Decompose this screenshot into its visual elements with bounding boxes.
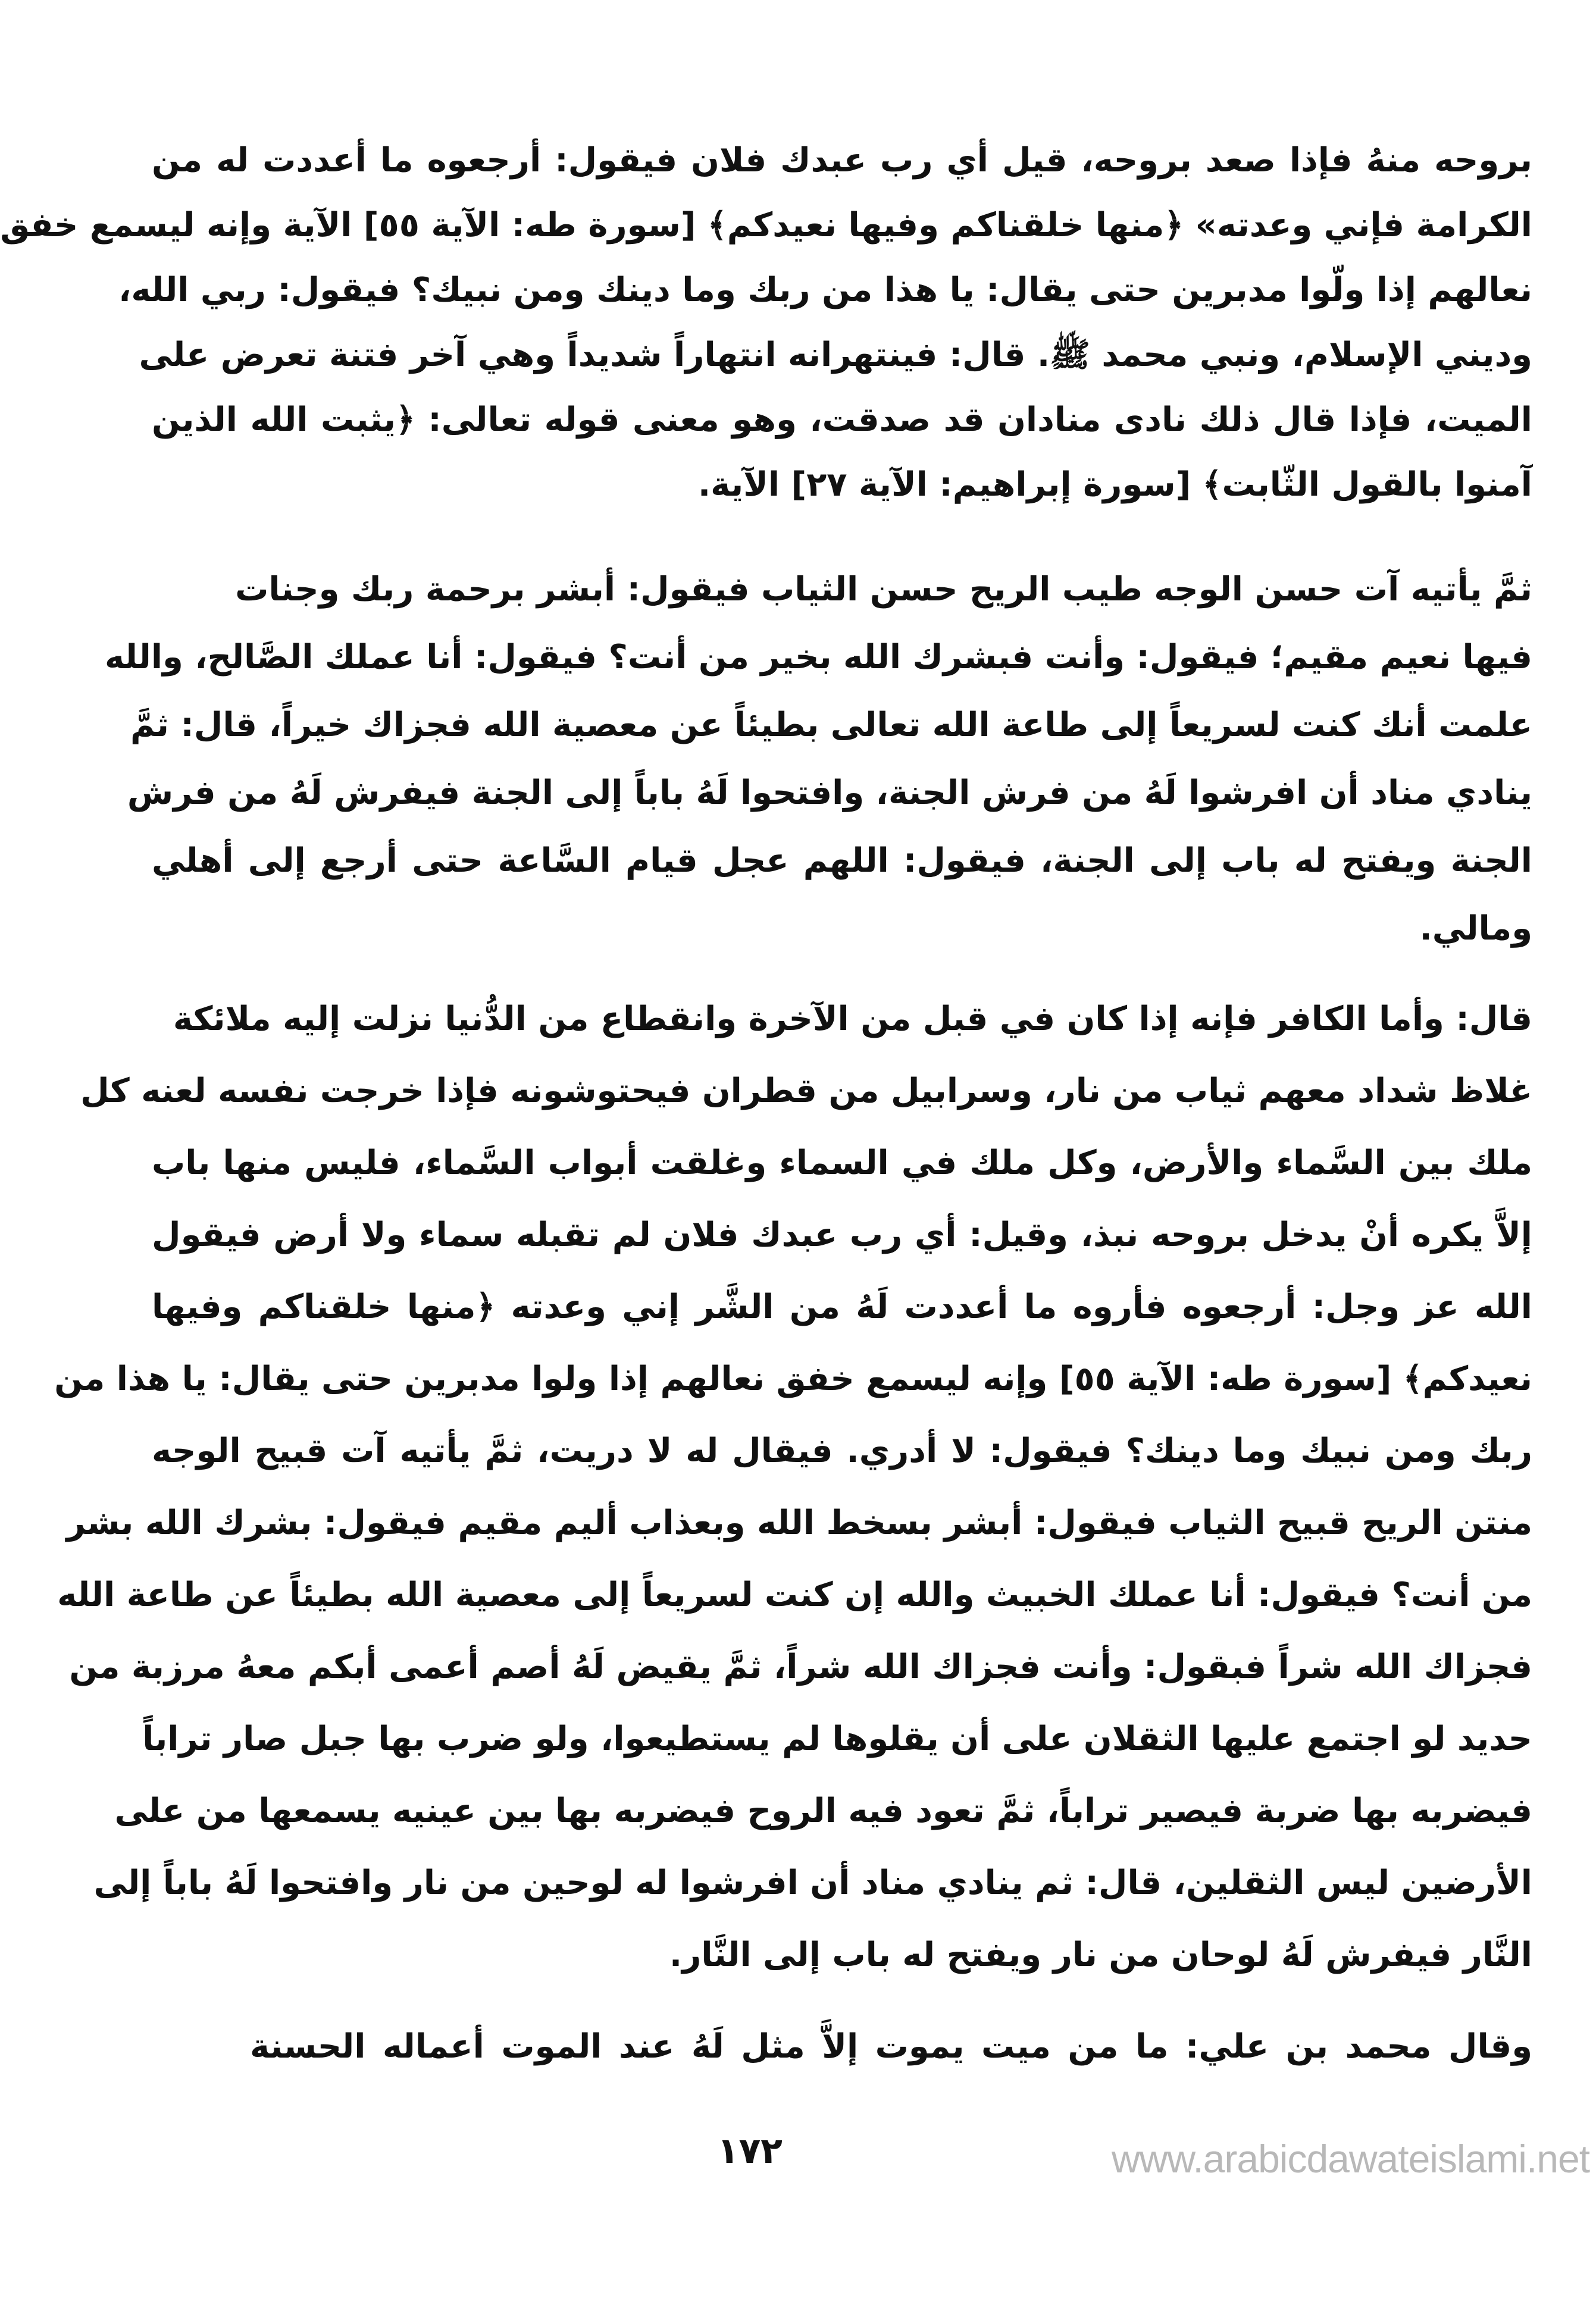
text-line: فيها نعيم مقيم؛ فيقول: وأنت فبشرك الله بخير من أنت؟ فيقول: أنا عملك الصَّالح، والله (104, 638, 1532, 677)
text-line: غلاظ شداد معهم ثياب من نار، وسرابيل من قطران فيحتوشونه فإذا خرجت نفسه لعنه كل (80, 1072, 1532, 1110)
text-line: ثمَّ يأتيه آت حسن الوجه طيب الريح حسن الثياب فيقول: أبشر برحمة ربك وجنات (235, 570, 1532, 609)
text-line: وقال محمد بن علي: ما من ميت يموت إلاَّ مثل لَهُ عند الموت أعماله الحسنة (250, 2027, 1532, 2066)
text-line: وديني الإسلام، ونبي محمد ﷺ. قال: فينتهرانه انتهاراً شديداً وهي آخر فتنة تعرض على (139, 336, 1532, 374)
text-line: آمنوا بالقول الثّابت﴾ [سورة إبراهيم: الآية ٢٧] الآية. (697, 465, 1532, 504)
text-line: نعيدكم﴾ [سورة طه: الآية ٥٥] وإنه ليسمع خفق نعالهم إذا ولوا مدبرين حتى يقال: يا هذا من (54, 1360, 1532, 1398)
text-line: فيضربه بها ضربة فيصير تراباً، ثمَّ تعود فيه الروح فيضربه بها بين عينيه يسمعها من على (114, 1792, 1532, 1830)
text-line: الأرضين ليس الثقلين، قال: ثم ينادي مناد أن افرشوا له لوحين من نار وافتحوا لَهُ باباً إلى (93, 1864, 1532, 1902)
text-line: ومالي. (1419, 909, 1532, 948)
text-line: إلاَّ يكره أنْ يدخل بروحه نبذ، وقيل: أي رب عبدك فلان لم تقبله سماء ولا أرض فيقول (152, 1216, 1532, 1254)
text-line: حديد لو اجتمع عليها الثقلان على أن يقلوها لم يستطيعوا، ولو ضرب بها جبل صار تراباً (142, 1720, 1532, 1758)
page-number: ١٧٢ (717, 2130, 783, 2172)
watermark: www.arabicdawateislami.net (1112, 2137, 1590, 2181)
text-line: ملك بين السَّماء والأرض، وكل ملك في السماء وغلقت أبواب السَّماء، فليس منها باب (152, 1144, 1532, 1182)
text-line: قال: وأما الكافر فإنه إذا كان في قبل من الآخرة وانقطاع من الدُّنيا نزلت إليه ملائكة (173, 1000, 1532, 1038)
text-line: نعالهم إذا ولّوا مدبرين حتى يقال: يا هذا من ربك وما دينك ومن نبيك؟ فيقول: ربي الله، (118, 271, 1532, 309)
text-line: ينادي مناد أن افرشوا لَهُ من فرش الجنة، وافتحوا لَهُ باباً إلى الجنة فيفرش لَهُ من فرش (127, 774, 1532, 812)
text-line: الجنة ويفتح له باب إلى الجنة، فيقول: اللهم عجل قيام السَّاعة حتى أرجع إلى أهلي (152, 841, 1532, 880)
text-line: فجزاك الله شراً فبقول: وأنت فجزاك الله شراً، ثمَّ يقيض لَهُ أصم أعمى أبكم معهُ مرزبة من (69, 1648, 1532, 1686)
text-line: الميت، فإذا قال ذلك نادى منادان قد صدقت، وهو معنى قوله تعالى: ﴿يثبت الله الذين (152, 400, 1532, 439)
text-line: الكرامة فإني وعدته» ﴿منها خلقناكم وفيها نعيدكم﴾ [سورة طه: الآية ٥٥] الآية وإنه ليسمع خفق (0, 206, 1532, 245)
text-line: الله عز وجل: أرجعوه فأروه ما أعددت لَهُ من الشَّر إني وعدته ﴿منها خلقناكم وفيها (152, 1288, 1532, 1326)
text-line: علمت أنك كنت لسريعاً إلى طاعة الله تعالى بطيئاً عن معصية الله فجزاك خيراً، قال: ثمَّ (130, 706, 1532, 744)
text-line: من أنت؟ فيقول: أنا عملك الخبيث والله إن كنت لسريعاً إلى معصية الله بطيئاً عن طاعة الله (57, 1576, 1532, 1614)
text-line: بروحه منهُ فإذا صعد بروحه، قيل أي رب عبدك فلان فيقول: أرجعوه ما أعددت له من (152, 141, 1532, 180)
text-line: ربك ومن نبيك وما دينك؟ فيقول: لا أدري. فيقال له لا دريت، ثمَّ يأتيه آت قبيح الوجه (152, 1432, 1532, 1470)
text-line: منتن الريح قبيح الثياب فيقول: أبشر بسخط الله وبعذاب أليم مقيم فيقول: بشرك الله بشر (66, 1504, 1532, 1542)
text-line: النَّار فيفرش لَهُ لوحان من نار ويفتح له باب إلى النَّار. (669, 1936, 1532, 1974)
